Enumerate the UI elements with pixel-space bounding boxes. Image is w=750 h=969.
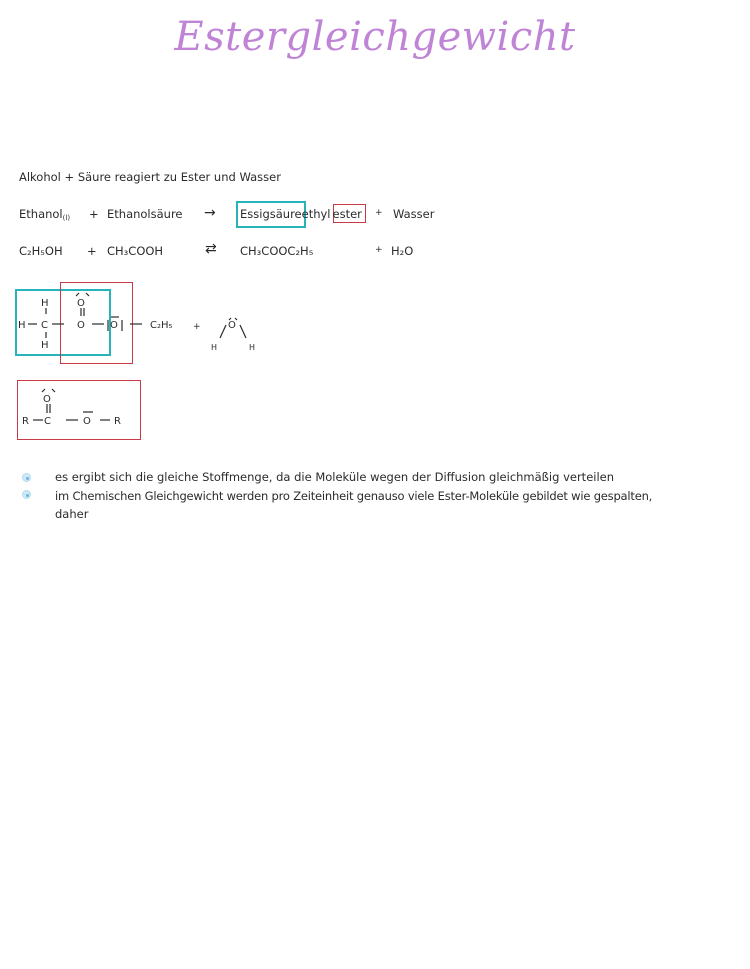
group-c2h5: C₂H₅: [150, 320, 173, 331]
formula-ethanol: C₂H₅OH: [19, 244, 63, 258]
term-ethanol: Ethanol$_{(l)}$: [19, 207, 71, 222]
atom-h-left: H: [18, 320, 26, 331]
formula-ester: CH₃COOC₂H₅: [240, 244, 314, 258]
structure1-svg: [0, 280, 300, 370]
water-o: O: [228, 320, 236, 331]
atom-c: C: [44, 416, 51, 427]
term-wasser: Wasser: [393, 207, 435, 221]
atom-r-right: R: [114, 416, 121, 427]
water-h1: H: [211, 343, 218, 352]
plus-sign: +: [89, 207, 99, 221]
page-title: Estergleichgewicht: [174, 14, 576, 60]
bullet-icon: [22, 473, 31, 482]
plus-sign: +: [193, 322, 201, 332]
list-item: daher: [55, 507, 89, 521]
state-label: (l): [62, 214, 71, 222]
list-item: im Chemischen Gleichgewicht werden pro Zeiteinheit genauso viele Ester-Moleküle gebildet wie gespalten,: [55, 489, 653, 503]
atom-o-bridge: O: [110, 320, 118, 331]
atom-o-bridge: O: [83, 416, 91, 427]
equilibrium-arrow: ⇄: [205, 241, 217, 257]
list-item: es ergibt sich die gleiche Stoffmenge, da die Moleküle wegen der Diffusion gleichmäßig verteilen: [55, 470, 615, 484]
product-name: Essigsäureethyl ester: [240, 207, 362, 221]
water-h2: H: [249, 343, 256, 352]
atom-h-bottom: H: [41, 340, 49, 351]
plus-sign: +: [375, 245, 383, 255]
bullet-icon: [22, 490, 31, 499]
atom-c: C: [41, 320, 48, 331]
intro-line: Alkohol + Säure reagiert zu Ester und Wasser: [19, 170, 281, 184]
atom-o-double: O: [43, 394, 51, 405]
atom-h-top: H: [41, 298, 49, 309]
atom-c-carbonyl: O: [77, 320, 85, 331]
plus-sign: +: [375, 208, 383, 218]
plus-sign: +: [87, 244, 97, 258]
reaction-arrow: →: [204, 205, 216, 221]
formula-water: H₂O: [391, 244, 414, 258]
atom-r-left: R: [22, 416, 29, 427]
term-ethanolsaeure: Ethanolsäure: [107, 207, 183, 221]
formula-acetic-acid: CH₃COOH: [107, 244, 164, 258]
structure2-svg: [0, 380, 160, 442]
atom-o-double: O: [77, 298, 85, 309]
